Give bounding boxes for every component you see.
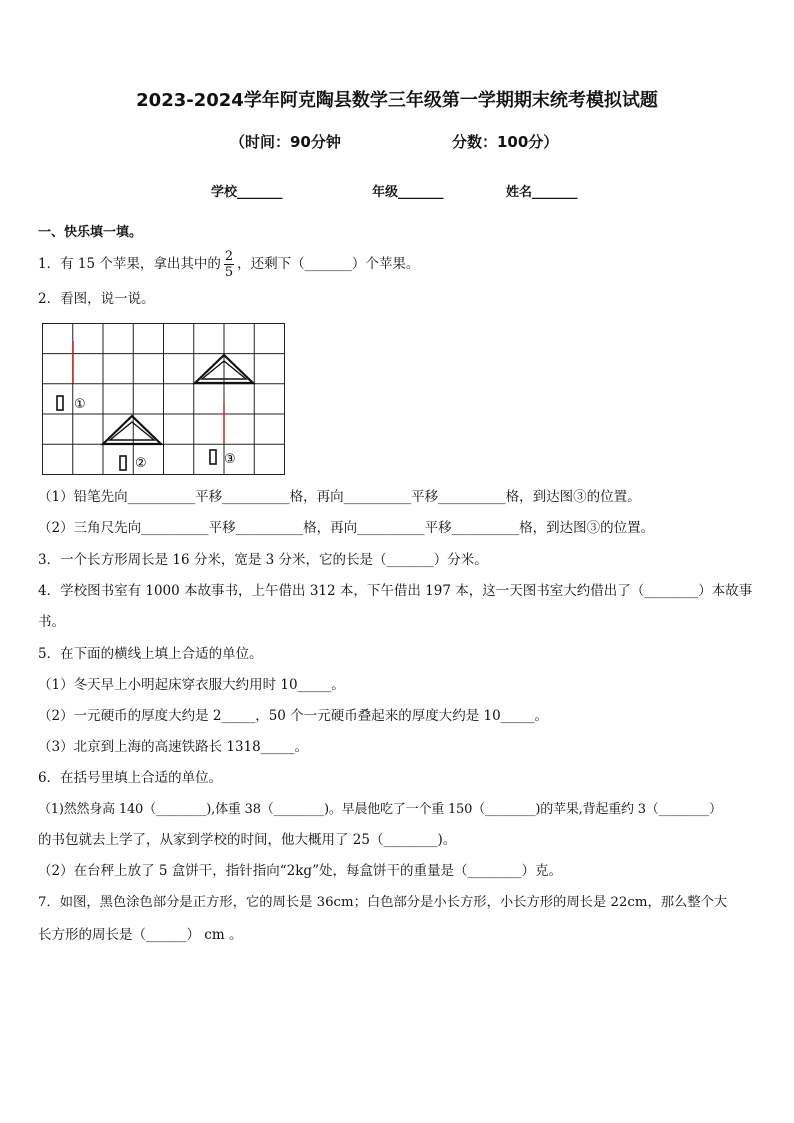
- q1-text-after: ，还剩下（_______）个苹果。: [237, 256, 420, 272]
- fraction-numerator: 2: [224, 249, 234, 264]
- question-6-sub-1-line-2: 的书包就去上学了，从家到学校的时间，他大概用了 25（________)。: [38, 832, 457, 848]
- triangle-ruler-bottom: [103, 416, 161, 444]
- question-7-line-2: 长方形的周长是（______） cm 。: [38, 927, 243, 943]
- section-heading: 一、快乐填一填。: [38, 225, 143, 240]
- page-title: 2023-2024学年阿克陶县数学三年级第一学期期末统考模拟试题: [136, 90, 658, 111]
- figure-label-3: ③: [224, 452, 236, 467]
- figure-label-2: ②: [135, 456, 147, 471]
- pencil-shape-2: [120, 456, 126, 470]
- question-1: [38, 247, 419, 281]
- fraction-denominator: 5: [224, 265, 234, 280]
- question-5-sub-3: （3）北京到上海的高速铁路长 1318_____。: [38, 739, 308, 755]
- name-field: 姓名_______: [506, 185, 578, 200]
- question-6-sub-1-line-1: （1)然然身高 140（________),体重 38（________)。早晨他吃了一个重 150（________)的苹果,背起重约 3（________）: [38, 802, 722, 817]
- translation-grid-figure: [42, 323, 286, 480]
- fraction: [224, 249, 234, 280]
- question-2-sub-1: （1）铅笔先向__________平移__________格，再向__________平移__________格，到达图③的位置。: [38, 489, 641, 505]
- question-5: 5．在下面的横线上填上合适的单位。: [38, 646, 263, 662]
- question-6: 6．在括号里填上合适的单位。: [38, 770, 223, 786]
- question-5-sub-1: （1）冬天早上小明起床穿衣服大约用时 10_____。: [38, 677, 345, 693]
- question-4-line-1: 4．学校图书室有 1000 本故事书，上午借出 312 本，下午借出 197 本，这一天图书室大约借出了（________）本故事: [38, 583, 753, 599]
- question-2: 2．看图，说一说。: [38, 291, 155, 307]
- question-7-line-1: 7．如图，黑色涂色部分是正方形，它的周长是 36cm；白色部分是小长方形，小长方形的周长是 22cm，那么整个大: [38, 895, 728, 910]
- school-field: 学校_______: [211, 185, 283, 200]
- q1-text-before: 1．有 15 个苹果，拿出其中的: [38, 256, 221, 272]
- exam-score: 分数：100分）: [452, 133, 559, 151]
- question-3: 3．一个长方形周长是 16 分米，宽是 3 分米，它的长是（_______）分米。: [38, 552, 488, 568]
- pencil-shape-1: [57, 396, 63, 410]
- grade-field: 年级_______: [372, 185, 444, 200]
- question-5-sub-2: （2）一元硬币的厚度大约是 2_____，50 个一元硬币叠起来的厚度大约是 10_____。: [38, 708, 548, 724]
- exam-time: （时间：90分钟: [230, 133, 341, 151]
- grid-svg: [42, 323, 286, 476]
- figure-label-1: ①: [74, 397, 86, 412]
- question-2-sub-2: （2）三角尺先向__________平移__________格，再向__________平移__________格，到达图③的位置。: [38, 520, 655, 536]
- question-6-sub-2: （2）在台秤上放了 5 盒饼干，指针指向“2kg”处，每盒饼干的重量是（________）克。: [38, 863, 562, 879]
- pencil-shape-3: [210, 450, 216, 464]
- question-4-line-2: 书。: [38, 614, 65, 630]
